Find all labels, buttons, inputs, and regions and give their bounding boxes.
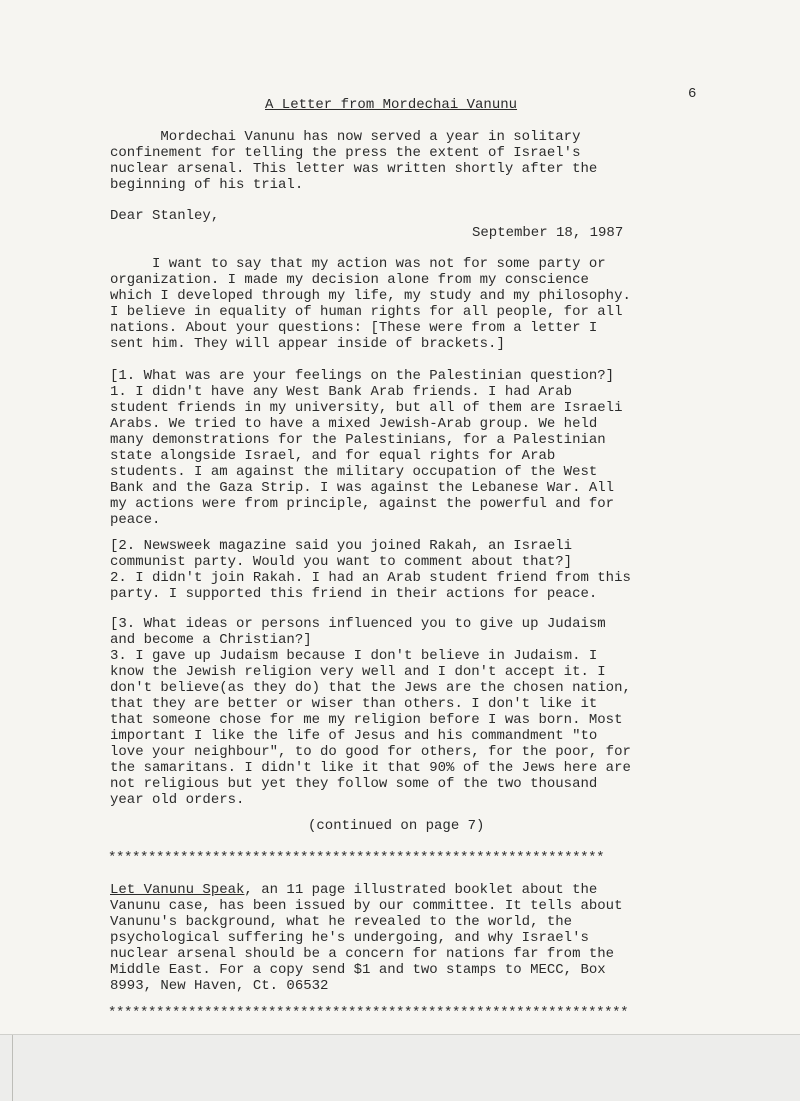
question-1-section: [1. What was are your feelings on the Palestinian question?] 1. I didn't have any West Bank Arab friends. I had Arab student friends in my university, but all of them are Israeli Arabs. We tried to have a mixed Jewish-Arab group. We held many demonstrations for the Palestinians, for a Palestinian state alongside Israel, and for equal rights for Arab students. I am against the military occupation of the West Bank and the Gaza Strip. I was against the Lebanese War. All my actions were from principle, against the powerful and for peace. (110, 368, 623, 528)
page-number: 6 (688, 86, 697, 102)
booklet-notice: Let Vanunu Speak, an 11 page illustrated booklet about the Vanunu case, has been issued by our committee. It tells about Vanunu's background, what he revealed to the world, the psychological suffering he's undergoing, and why Israel's nuclear arsenal should be a concern for nations far from the Middle East. For a copy send $1 and two stamps to MECC, Box 8993, New Haven, Ct. 06532 (110, 882, 623, 994)
intro-paragraph: Mordechai Vanunu has now served a year in solitary confinement for telling the press the extent of Israel's nuclear arsenal. This letter was written shortly after the beginning of his trial. (110, 129, 598, 193)
booklet-title: Let Vanunu Speak (110, 882, 245, 898)
page-edge (0, 1034, 800, 1101)
divider-stars-2: ***************************************************************** (108, 1005, 629, 1021)
continued-note: (continued on page 7) (308, 818, 485, 834)
question-2-section: [2. Newsweek magazine said you joined Rakah, an Israeli communist party. Would you want to comment about that?] 2. I didn't join Rakah. I had an Arab student friend from this party. I supported this friend in their actions for peace. (110, 538, 631, 602)
letter-title: A Letter from Mordechai Vanunu (265, 97, 518, 113)
salutation: Dear Stanley, (110, 208, 220, 224)
divider-stars-1: ************************************************************** (108, 850, 605, 866)
question-3-section: [3. What ideas or persons influenced you to give up Judaism and become a Christian?] 3. I gave up Judaism because I don't believe in Judaism. I know the Jewish religion very well and I don't accept it. I don't believe(as they do) that the Jews are the chosen nation, that they are better or wiser than others. I don't like it that someone chose for me my religion before I was born. Most important I like the life of Jesus and his commandment "to love your neighbour", to do good for others, for the poor, for the samaritans. I didn't like it that 90% of the Jews here are not religious but yet they follow some of the two thousand year old orders. (110, 616, 631, 808)
opening-paragraph: I want to say that my action was not for some party or organization. I made my decision alone from my conscience which I developed through my life, my study and my philosophy. I believe in equality of human rights for all people, for all nations. About your questions: [These were from a letter I sent him. They will appear inside of brackets.] (110, 256, 631, 352)
letter-date: September 18, 1987 (472, 225, 624, 241)
